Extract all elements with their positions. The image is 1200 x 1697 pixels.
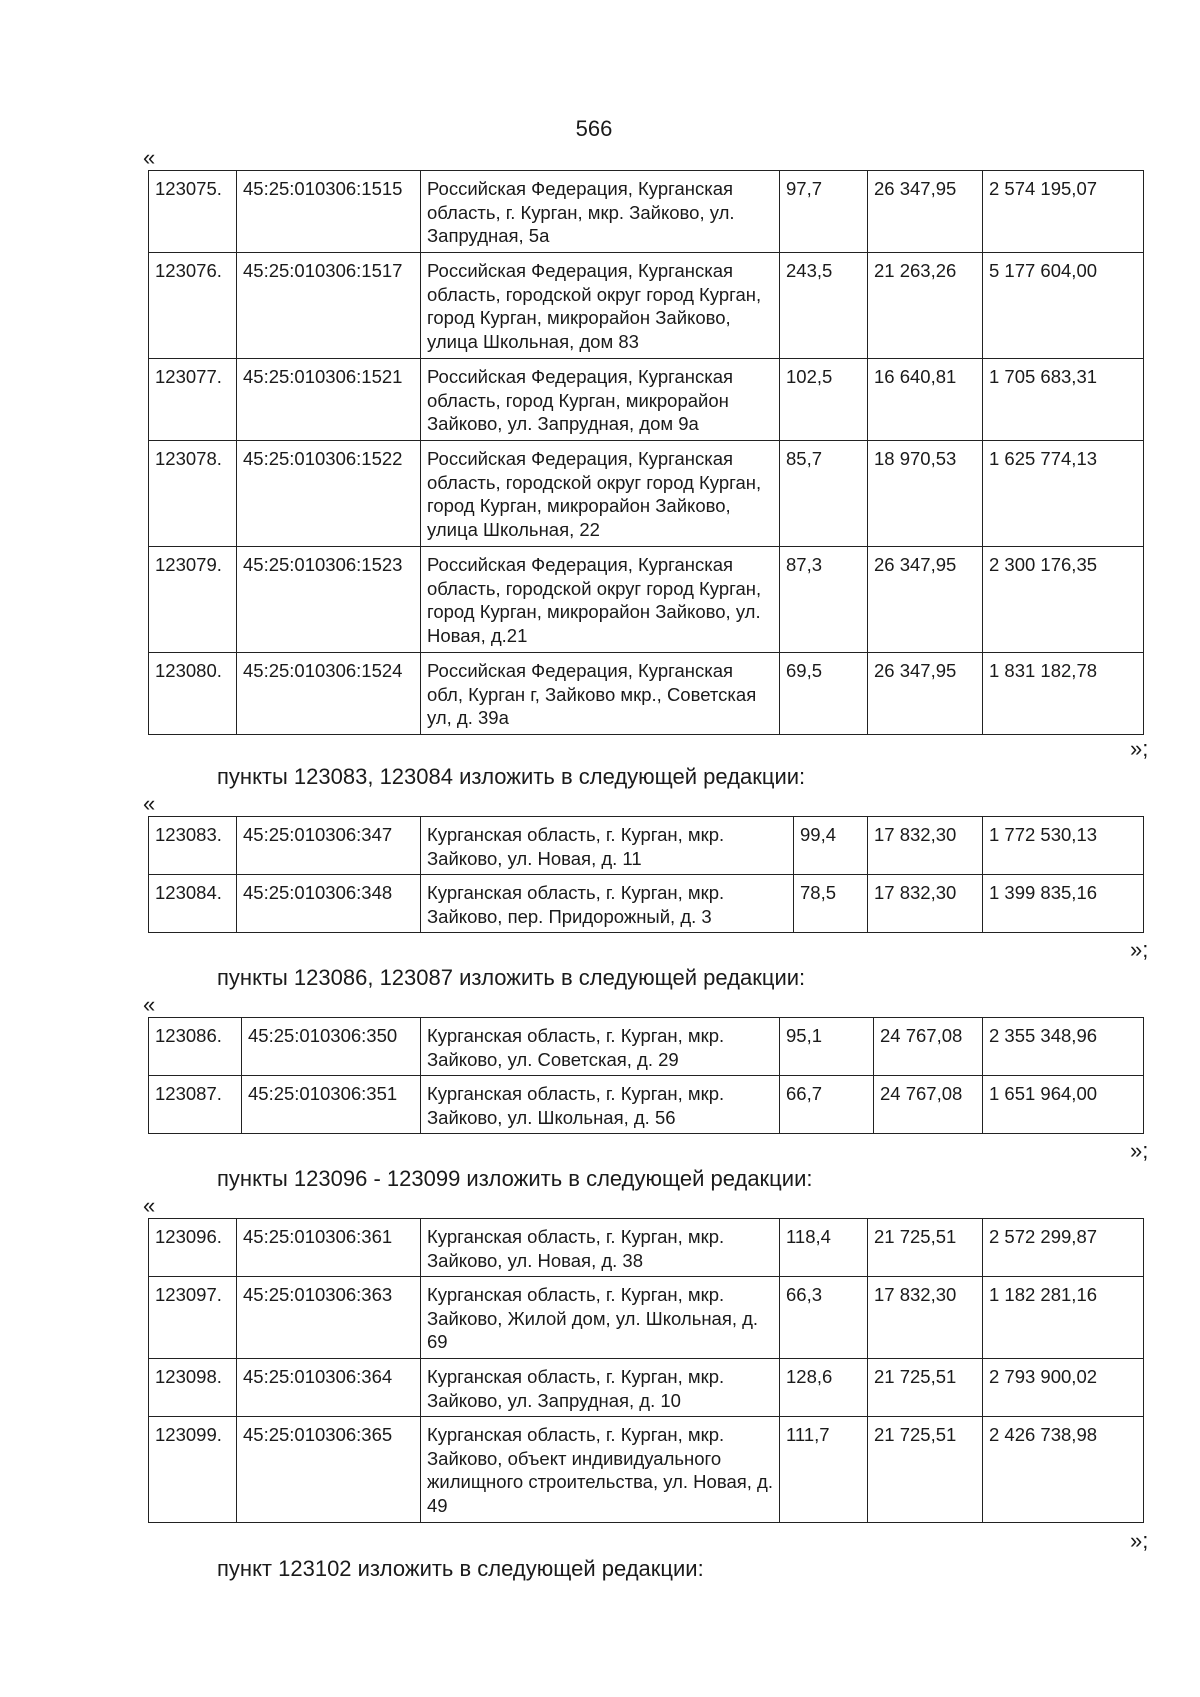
cadastral-number: 45:25:010306:361	[237, 1219, 421, 1277]
page-number: 566	[575, 116, 613, 141]
close-quote: »;	[1130, 937, 1149, 962]
unit-rate: 24 767,08	[874, 1076, 983, 1134]
unit-rate: 21 725,51	[868, 1219, 983, 1277]
amendment-instruction: пункты 123083, 123084 изложить в следующей редакции:	[217, 764, 806, 789]
cadastral-value: 1 705 683,31	[983, 359, 1144, 441]
cadastral-value: 2 574 195,07	[983, 171, 1144, 253]
cadastral-value: 1 399 835,16	[983, 875, 1144, 933]
area: 78,5	[794, 875, 868, 933]
item-number: 123077.	[149, 359, 237, 441]
cadastral-number: 45:25:010306:347	[237, 817, 421, 875]
table-row	[149, 817, 1144, 875]
address: Российская Федерация, Курганская обл, Курган г, Зайково мкр., Советская ул, д. 39а	[421, 653, 780, 735]
area: 95,1	[780, 1018, 874, 1076]
item-number: 123079.	[149, 547, 237, 653]
item-number: 123075.	[149, 171, 237, 253]
area: 66,3	[780, 1277, 868, 1359]
cadastral-value: 1 831 182,78	[983, 653, 1144, 735]
cadastral-number: 45:25:010306:1521	[237, 359, 421, 441]
register-table	[148, 1017, 1144, 1134]
item-number: 123076.	[149, 253, 237, 359]
table-row	[149, 253, 1144, 359]
area: 85,7	[780, 441, 868, 547]
area: 128,6	[780, 1359, 868, 1417]
address: Курганская область, г. Курган, мкр. Зайково, пер. Придорожный, д. 3	[421, 875, 794, 933]
table-row	[149, 441, 1144, 547]
unit-rate: 26 347,95	[868, 547, 983, 653]
open-quote: «	[143, 1193, 156, 1218]
register-table	[148, 816, 1144, 933]
item-number: 123080.	[149, 653, 237, 735]
area: 99,4	[794, 817, 868, 875]
table-row	[149, 653, 1144, 735]
area: 69,5	[780, 653, 868, 735]
address: Курганская область, г. Курган, мкр. Зайково, ул. Новая, д. 11	[421, 817, 794, 875]
open-quote: «	[143, 992, 156, 1017]
unit-rate: 18 970,53	[868, 441, 983, 547]
item-number: 123087.	[149, 1076, 242, 1134]
area: 97,7	[780, 171, 868, 253]
unit-rate: 17 832,30	[868, 875, 983, 933]
item-number: 123098.	[149, 1359, 237, 1417]
unit-rate: 16 640,81	[868, 359, 983, 441]
item-number: 123078.	[149, 441, 237, 547]
close-quote: »;	[1130, 1138, 1149, 1163]
unit-rate: 21 725,51	[868, 1417, 983, 1523]
table-row	[149, 875, 1144, 933]
cadastral-value: 2 572 299,87	[983, 1219, 1144, 1277]
cadastral-value: 2 426 738,98	[983, 1417, 1144, 1523]
unit-rate: 26 347,95	[868, 171, 983, 253]
table-row	[149, 1417, 1144, 1523]
cadastral-number: 45:25:010306:350	[242, 1018, 421, 1076]
address: Курганская область, г. Курган, мкр. Зайково, объект индивидуального жилищного строительства, ул. Новая, д. 49	[421, 1417, 780, 1523]
open-quote: «	[143, 145, 156, 170]
table-row	[149, 547, 1144, 653]
item-number: 123083.	[149, 817, 237, 875]
open-quote: «	[143, 791, 156, 816]
address: Российская Федерация, Курганская область, городской округ город Курган, город Курган, микрорайон Зайково, улица Школьная, 22	[421, 441, 780, 547]
table-row	[149, 1219, 1144, 1277]
cadastral-number: 45:25:010306:1523	[237, 547, 421, 653]
cadastral-number: 45:25:010306:1515	[237, 171, 421, 253]
cadastral-number: 45:25:010306:1517	[237, 253, 421, 359]
close-quote: »;	[1130, 1528, 1149, 1553]
cadastral-number: 45:25:010306:351	[242, 1076, 421, 1134]
unit-rate: 17 832,30	[868, 1277, 983, 1359]
table-row	[149, 1359, 1144, 1417]
cadastral-value: 1 772 530,13	[983, 817, 1144, 875]
item-number: 123099.	[149, 1417, 237, 1523]
table-row	[149, 171, 1144, 253]
cadastral-number: 45:25:010306:1524	[237, 653, 421, 735]
address: Российская Федерация, Курганская область, г. Курган, мкр. Зайково, ул. Запрудная, 5а	[421, 171, 780, 253]
amendment-instruction: пункт 123102 изложить в следующей редакции:	[217, 1556, 704, 1581]
item-number: 123086.	[149, 1018, 242, 1076]
address: Курганская область, г. Курган, мкр. Зайково, ул. Новая, д. 38	[421, 1219, 780, 1277]
item-number: 123096.	[149, 1219, 237, 1277]
address: Российская Федерация, Курганская область, городской округ город Курган, город Курган, микрорайон Зайково, ул. Новая, д.21	[421, 547, 780, 653]
cadastral-value: 2 793 900,02	[983, 1359, 1144, 1417]
table-row	[149, 359, 1144, 441]
table-row	[149, 1076, 1144, 1134]
cadastral-number: 45:25:010306:363	[237, 1277, 421, 1359]
unit-rate: 21 263,26	[868, 253, 983, 359]
unit-rate: 24 767,08	[874, 1018, 983, 1076]
address: Курганская область, г. Курган, мкр. Зайково, Жилой дом, ул. Школьная, д. 69	[421, 1277, 780, 1359]
close-quote: »;	[1130, 736, 1149, 761]
address: Курганская область, г. Курган, мкр. Зайково, ул. Школьная, д. 56	[421, 1076, 780, 1134]
address: Российская Федерация, Курганская область, городской округ город Курган, город Курган, микрорайон Зайково, улица Школьная, дом 83	[421, 253, 780, 359]
cadastral-value: 5 177 604,00	[983, 253, 1144, 359]
area: 243,5	[780, 253, 868, 359]
register-table	[148, 170, 1144, 735]
cadastral-value: 2 300 176,35	[983, 547, 1144, 653]
item-number: 123084.	[149, 875, 237, 933]
amendment-instruction: пункты 123096 - 123099 изложить в следующей редакции:	[217, 1166, 813, 1191]
unit-rate: 17 832,30	[868, 817, 983, 875]
cadastral-value: 1 182 281,16	[983, 1277, 1144, 1359]
cadastral-number: 45:25:010306:365	[237, 1417, 421, 1523]
address: Курганская область, г. Курган, мкр. Зайково, ул. Запрудная, д. 10	[421, 1359, 780, 1417]
area: 118,4	[780, 1219, 868, 1277]
table-row	[149, 1277, 1144, 1359]
cadastral-number: 45:25:010306:1522	[237, 441, 421, 547]
cadastral-value: 2 355 348,96	[983, 1018, 1144, 1076]
area: 66,7	[780, 1076, 874, 1134]
cadastral-value: 1 625 774,13	[983, 441, 1144, 547]
item-number: 123097.	[149, 1277, 237, 1359]
address: Курганская область, г. Курган, мкр. Зайково, ул. Советская, д. 29	[421, 1018, 780, 1076]
address: Российская Федерация, Курганская область, город Курган, микрорайон Зайково, ул. Запрудная, дом 9а	[421, 359, 780, 441]
area: 111,7	[780, 1417, 868, 1523]
amendment-instruction: пункты 123086, 123087 изложить в следующей редакции:	[217, 965, 806, 990]
cadastral-number: 45:25:010306:348	[237, 875, 421, 933]
table-row	[149, 1018, 1144, 1076]
unit-rate: 26 347,95	[868, 653, 983, 735]
cadastral-number: 45:25:010306:364	[237, 1359, 421, 1417]
register-table	[148, 1218, 1144, 1523]
area: 87,3	[780, 547, 868, 653]
area: 102,5	[780, 359, 868, 441]
unit-rate: 21 725,51	[868, 1359, 983, 1417]
cadastral-value: 1 651 964,00	[983, 1076, 1144, 1134]
